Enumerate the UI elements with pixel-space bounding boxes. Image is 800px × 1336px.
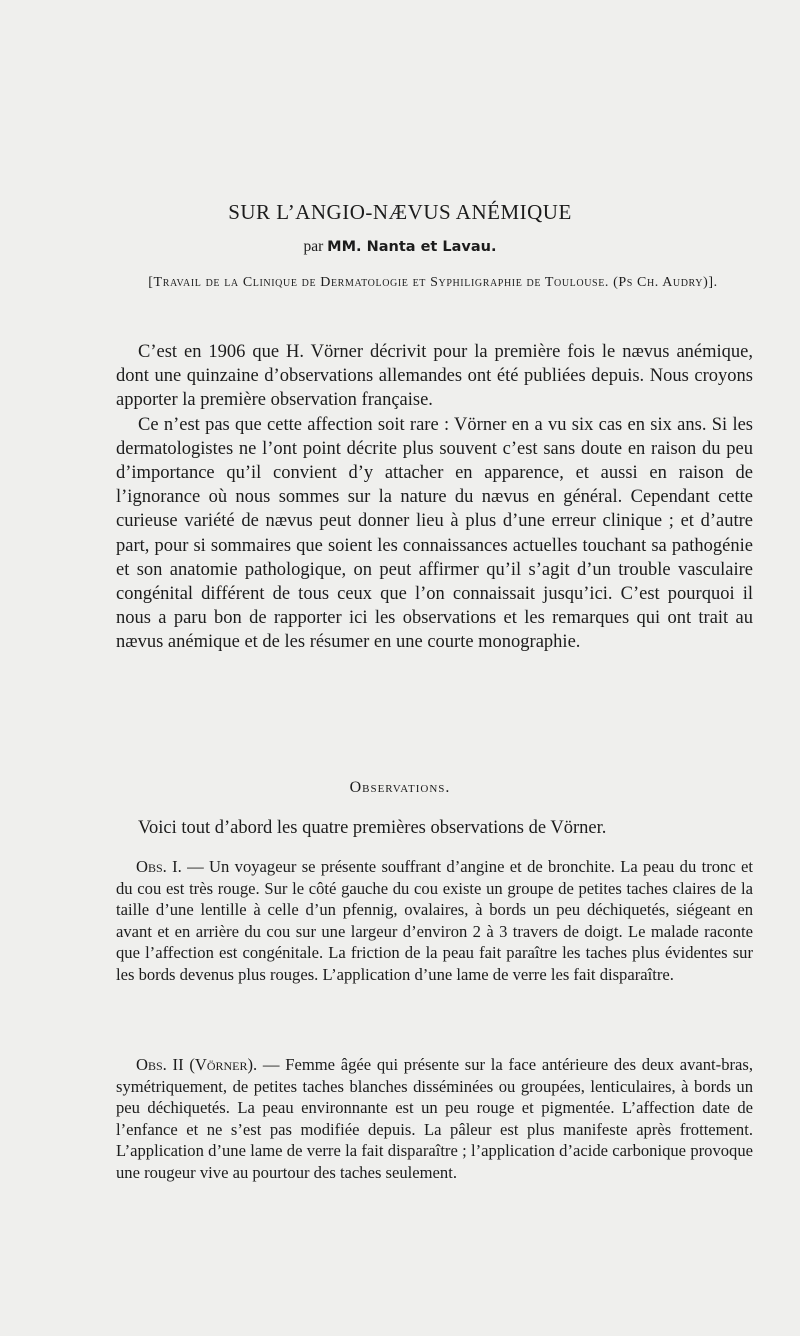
- intro-paragraph: Ce n’est pas que cette affection soit rare : Vörner en a vu six cas en six ans. Si les dermatologistes ne l’ont point décrite plus souvent c’est sans doute en raison du peu d’importance qu’il convient d’y attacher en apparence, et aussi en raison de l’ignorance où nous sommes sur la nature du nævus en général. Cependant cette curieuse variété de nævus peut donner lieu à plus d’une erreur clinique ; et d’autre part, pour si sommaires que soient les connaissances actuelles touchant sa pathogénie et son anatomie pathologique, on peut affirmer qu’il s’agit d’un trouble vasculaire congénital différent de tous ceux que l’on connaissait jusqu’ici. C’est pourquoi il nous a paru bon de rapporter ici les observations et les remarques qui ont trait au nævus anémique et de les résumer en une courte monographie.: [116, 414, 753, 653]
- observation-text: — Femme âgée qui présente sur la face antérieure des deux avant-bras, symétriquement, de petites taches blanches disséminées ou groupées, lenticulaires, à bords un peu déchiquetés. La peau environnante est un peu rouge et pigmentée. L’affection date de l’enfance et ne s’est pas modifiée depuis. La pâleur est plus manifeste après frottement. L’application d’une lame de verre la fait disparaître ; l’application d’acide carbonique provoque une rougeur vive au pourtour des taches seulement.: [116, 1055, 753, 1182]
- byline-prefix: par: [303, 238, 324, 255]
- observation-2: [116, 1054, 753, 1184]
- article-title: SUR L’ANGIO-NÆVUS ANÉMIQUE: [228, 200, 572, 224]
- authors: MM. Nanta et Lavau.: [327, 239, 497, 255]
- intro-section: [116, 340, 753, 655]
- observation-label: Obs. I.: [136, 857, 182, 876]
- observation-1: [116, 856, 753, 986]
- intro-paragraph: C’est en 1906 que H. Vörner décrivit pour la première fois le nævus anémique, dont une quinzaine d’observations allemandes ont été publiées depuis. Nous croyons apporter la première observation française.: [116, 342, 753, 411]
- observation-label: Obs. II (Vörner).: [136, 1055, 258, 1074]
- byline: [0, 236, 800, 258]
- section-heading-observations: Observations.: [349, 779, 451, 796]
- observations-lead: Voici tout d’abord les quatre premières observations de Vörner.: [138, 818, 607, 838]
- observation-text: — Un voyageur se présente souffrant d’angine et de bronchite. La peau du tronc et du cou est très rouge. Sur le côté gauche du cou existe un groupe de petites taches claires de la taille d’une lentille à celle d’un pfennig, ovalaires, à bords un peu déchiquetés, siégeant en avant et en arrière du cou sur une largeur d’environ 2 à 3 travers de doigt. Le malade raconte que l’affection est congénitale. La friction de la peau fait paraître les taches plus évidentes sur les bords devenus plus rouges. L’application d’une lame de verre les fait disparaître.: [116, 857, 753, 984]
- affiliation: [Travail de la Clinique de Dermatologie et Syphiligraphie de Toulouse. (Ps Ch. Audry)].: [148, 275, 718, 290]
